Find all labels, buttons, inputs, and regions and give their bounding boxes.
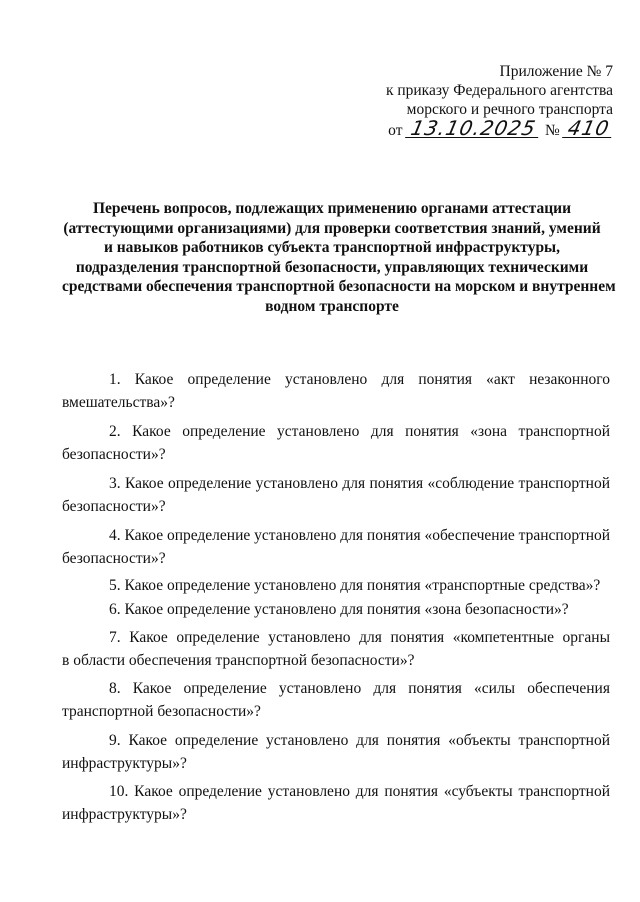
question-text: 10. Какое определение установлено для понятия «субъекты транспортной bbox=[109, 783, 610, 800]
title-line: (аттестующими организациями) для проверки соответствия знаний, умений bbox=[63, 219, 601, 237]
handwritten-date: 13.10.2025 bbox=[405, 120, 541, 138]
question-text-continued: инфраструктуры»? bbox=[62, 806, 187, 823]
handwritten-order-number: 410 bbox=[562, 120, 615, 138]
question-text-continued: в области обеспечения транспортной безопасности»? bbox=[62, 652, 415, 669]
question-item bbox=[62, 598, 610, 621]
question-text: 5. Какое определение установлено для понятия «транспортные средства»? bbox=[109, 577, 601, 594]
question-item bbox=[62, 420, 610, 466]
question-text-continued: вмешательства»? bbox=[62, 394, 175, 411]
agency-name: морского и речного транспорта bbox=[406, 101, 613, 118]
question-item bbox=[62, 524, 610, 570]
question-text: 9. Какое определение установлено для понятия «объекты транспортной bbox=[109, 732, 610, 749]
question-text: 3. Какое определение установлено для понятия «соблюдение транспортной bbox=[109, 475, 610, 492]
question-text-continued: транспортной безопасности»? bbox=[62, 703, 261, 720]
question-text-continued: безопасности»? bbox=[62, 550, 166, 567]
question-item bbox=[62, 780, 610, 826]
question-item bbox=[62, 574, 610, 597]
title-line: средствами обеспечения транспортной безопасности на морском и внутреннем bbox=[62, 278, 616, 295]
appendix-header bbox=[386, 62, 613, 140]
question-text: 6. Какое определение установлено для понятия «зона безопасности»? bbox=[109, 601, 569, 618]
question-text-continued: безопасности»? bbox=[62, 446, 166, 463]
question-item bbox=[62, 472, 610, 518]
title-line: и навыков работников субъекта транспортной инфраструктуры, bbox=[103, 239, 561, 256]
question-item bbox=[62, 729, 610, 775]
question-item bbox=[62, 626, 610, 672]
order-reference: к приказу Федерального агентства bbox=[385, 82, 613, 99]
document-title bbox=[62, 199, 616, 316]
title-line: Перечень вопросов, подлежащих применению органами аттестации bbox=[92, 200, 572, 217]
title-line: водном транспорте bbox=[265, 297, 399, 315]
question-text: 4. Какое определение установлено для понятия «обеспечение транспортной bbox=[109, 527, 611, 544]
question-text: 2. Какое определение установлено для понятия «зона транспортной bbox=[109, 423, 610, 440]
title-line: подразделения транспортной безопасности, управляющих техническими bbox=[75, 258, 589, 276]
order-date-row bbox=[386, 116, 613, 140]
question-text-continued: инфраструктуры»? bbox=[62, 755, 187, 772]
question-text: 7. Какое определение установлено для понятия «компетентные органы bbox=[109, 629, 610, 646]
question-text: 1. Какое определение установлено для понятия «акт незаконного bbox=[109, 371, 610, 388]
question-item bbox=[62, 368, 610, 414]
question-text: 8. Какое определение установлено для понятия «силы обеспечения bbox=[109, 680, 610, 697]
question-item bbox=[62, 677, 610, 723]
number-prefix: № bbox=[545, 122, 560, 139]
appendix-number: Приложение № 7 bbox=[499, 63, 613, 80]
question-text-continued: безопасности»? bbox=[62, 498, 166, 515]
date-prefix: от bbox=[388, 122, 403, 139]
